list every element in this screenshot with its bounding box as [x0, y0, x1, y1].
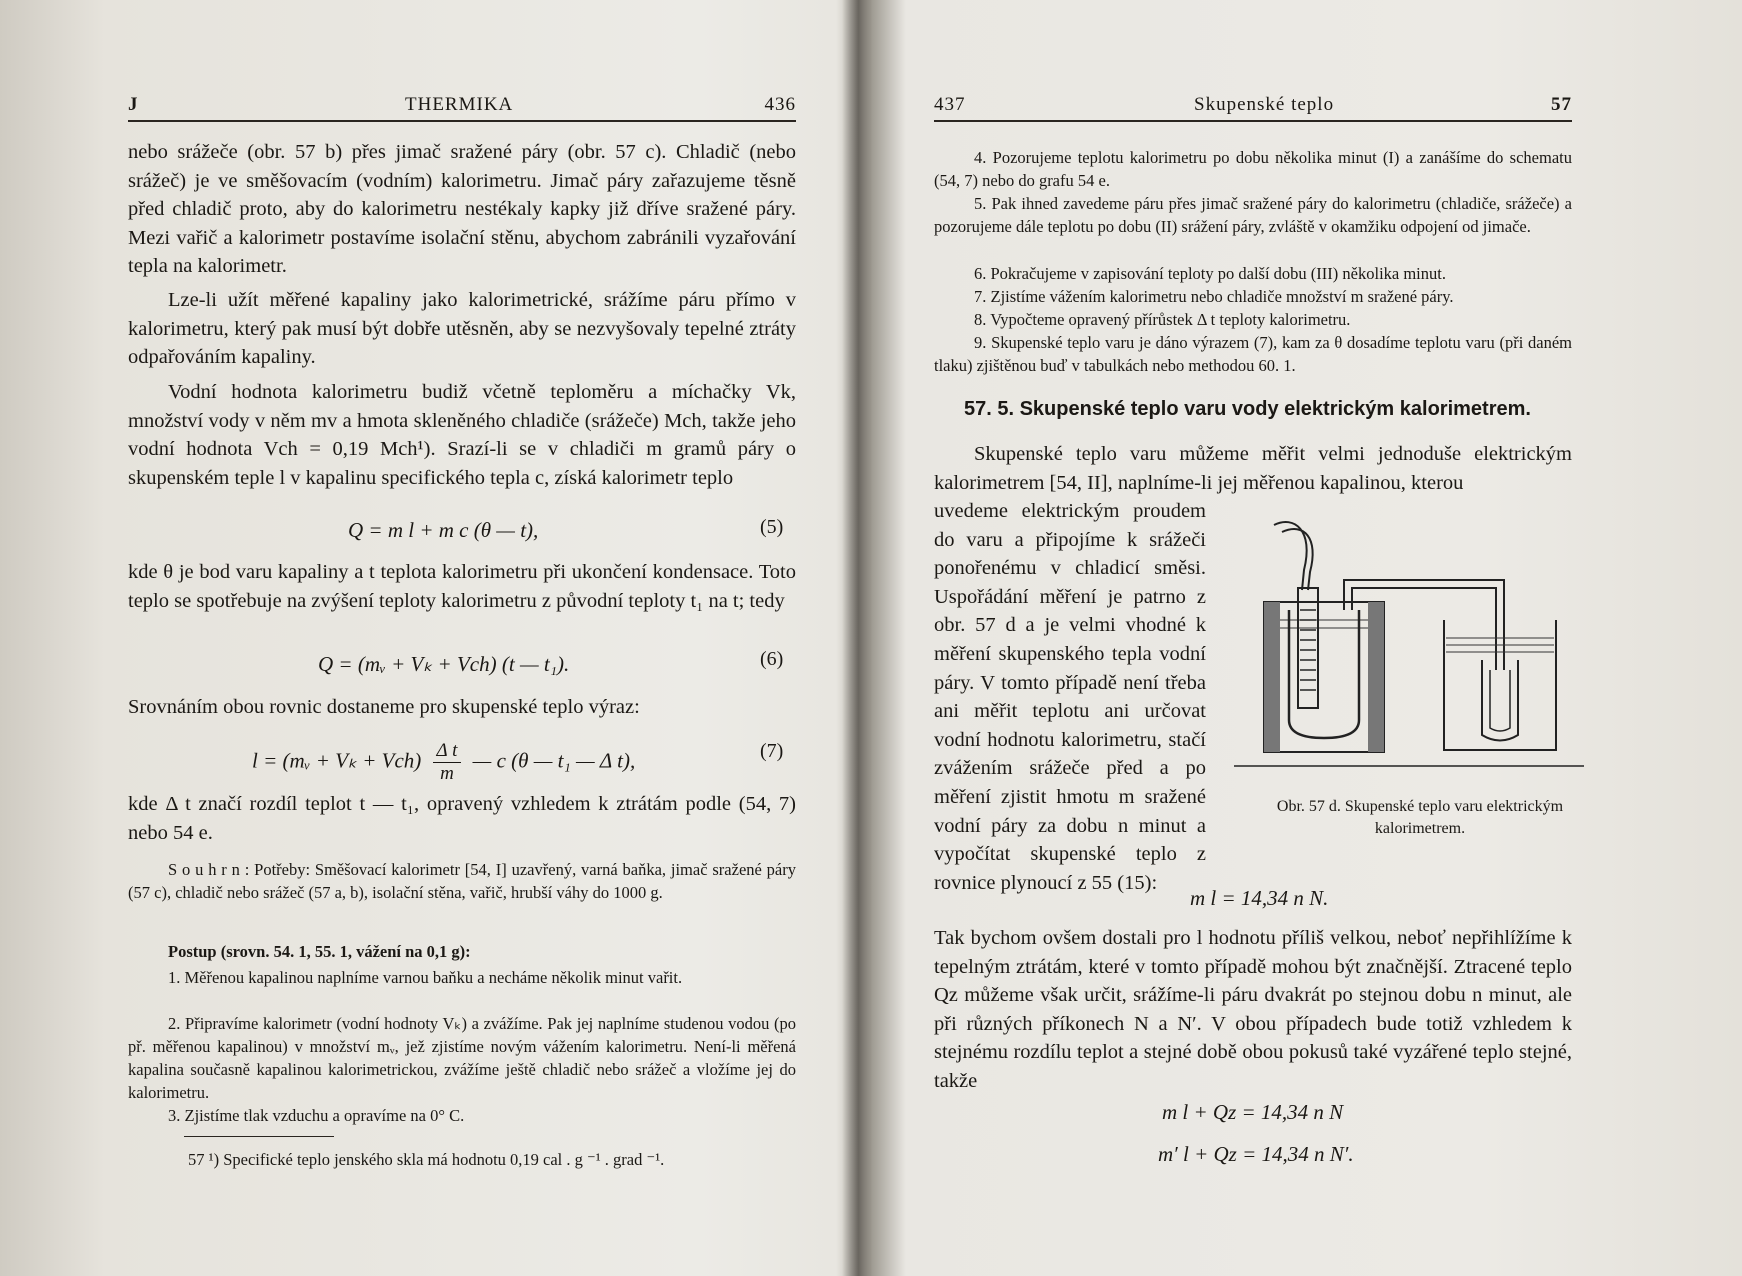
equation-number: (6)	[760, 648, 784, 670]
right-page	[872, 0, 1742, 1276]
header-title: Skupenské teplo	[1194, 94, 1335, 115]
procedure-step: 2. Připravíme kalorimetr (vodní hodnoty Vₖ) a zvážíme. Pak jej naplníme studenou vodou (po př. měřenou kapalinou) v množství mᵥ, jež zjistíme novým vážením kalorimetru. Není-li měřená kapalina současně kapalinou kalorimetrickou, zvážíme ještě chladič nebo srážeč a vložíme jej do kalorimetru.	[128, 1014, 796, 1102]
page-number: 436	[764, 94, 796, 115]
procedure-heading: Postup (srovn. 54. 1, 55. 1, vážení na 0,1 g):	[168, 942, 471, 961]
liquid-level	[1280, 620, 1368, 628]
equation-7-left: l = (mᵥ + Vₖ + Vch)	[252, 748, 422, 773]
calorimeter-outer	[1264, 602, 1384, 752]
equation-7	[252, 740, 635, 785]
equation-a: m l + Qz = 14,34 n N	[1162, 1100, 1344, 1124]
fraction-denominator: m	[440, 763, 454, 784]
condenser	[1490, 670, 1510, 731]
electric-calorimeter-figure	[1234, 510, 1584, 780]
book-gutter	[842, 0, 872, 1276]
procedure-step: 7. Zjistíme vážením kalorimetru nebo chladiče množství m sražené páry.	[974, 287, 1454, 306]
paragraph-wrapped: uvedeme elektrickým proudem do varu a připojíme k srážeči ponořenému v chladicí směsi. Uspořádání měření je patrno z obr. 57 d a je velmi vhodné k měření skupenského tepla vodní páry. V tomto případě není třeba ani měřit teplotu ani určovat vodní hodnotu kalorimetru, stačí zvážením srážeče před a po měření zjistit hmotu m sražené vodní páry za dobu n minut a vypočítat skupenské teplo z rovnice plynoucí z 55 (15):	[934, 500, 1206, 894]
equation-6: Q = (mᵥ + Vₖ + Vch) (t — t₁).	[318, 652, 570, 676]
inner-vessel	[1289, 610, 1359, 738]
paragraph: nebo srážeče (obr. 57 b) přes jimač sražené páry (obr. 57 c). Chladič (nebo srážeč) je ve směšovacím (vodním) kalorimetru. Jimač páry zařazujeme těsně před chladič proto, aby do kalorimetru nestékaly kapky již dříve sražené páry. Mezi vařič a kalorimetr postavíme isolační stěnu, abychom zabránili vyzařování tepla na kalorimetr.	[128, 141, 796, 278]
wire	[1274, 522, 1307, 590]
section-number: 57	[1551, 94, 1572, 115]
right-running-header	[934, 86, 1572, 122]
procedure-step: 3. Zjistíme tlak vzduchu a opravíme na 0° C.	[168, 1106, 465, 1125]
procedure-step: 6. Pokračujeme v zapisování teploty po další dobu (III) několika minut.	[974, 264, 1446, 283]
paragraph: Skupenské teplo varu můžeme měřit velmi jednoduše elektrickým kalorimetrem [54, II], naplníme-li jej měřenou kapalinou, kterou	[934, 443, 1572, 494]
chapter-letter: J	[128, 94, 139, 115]
equation-7-right: — c (θ — t₁ — Δ t),	[472, 748, 636, 773]
insulation	[1264, 602, 1280, 752]
footnote-rule	[184, 1136, 334, 1137]
equation-7-fraction	[433, 740, 462, 785]
header-title: THERMIKA	[405, 94, 514, 115]
paragraph: kde θ je bod varu kapaliny a t teplota kalorimetru při ukončení kondensace. Toto teplo se spotřebuje na zvýšení teploty kalorimetru z původní teploty t₁ na t; tedy	[128, 561, 796, 612]
heater-coil	[1300, 610, 1316, 690]
equation-5: Q = m l + m c (θ — t),	[348, 518, 539, 542]
summary-paragraph: S o u h r n : Potřeby: Směšovací kalorimetr [54, I] uzavřený, varná baňka, jimač sražené páry (57 c), chladič nebo srážeč (57 a, b), isolační stěna, vařič, hrubší váhy do 1000 g.	[128, 860, 796, 902]
paragraph: kde Δ t značí rozdíl teplot t — t₁, opravený vzhledem k ztrátám podle (54, 7) nebo 54 e.	[128, 793, 796, 844]
left-page	[0, 0, 842, 1276]
cooling-level	[1446, 638, 1554, 652]
footnote: 57 ¹) Specifické teplo jenského skla má hodnotu 0,19 cal . g ⁻¹ . grad ⁻¹.	[188, 1150, 665, 1169]
section-heading: 57. 5. Skupenské teplo varu vody elektrickým kalorimetrem.	[964, 398, 1531, 420]
equation-ml: m l = 14,34 n N.	[1190, 886, 1329, 910]
insulation	[1368, 602, 1384, 752]
procedure-step: 4. Pozorujeme teplotu kalorimetru po dobu několika minut (I) a zanášíme do schematu (54, 7) nebo do grafu 54 e.	[934, 148, 1572, 190]
procedure-step: 1. Měřenou kapalinou naplníme varnou baňku a necháme několik minut vařit.	[168, 968, 683, 987]
paragraph: Tak bychom ovšem dostali pro l hodnotu příliš velkou, neboť nepřihlížíme k tepelným ztrátám, které v tomto případě mohou být značnější. Ztracené teplo Qz můžeme však určit, srážíme-li páru dvakrát po stejnou dobu n minut, ale při různých příkonech N a N′. V obou případech bude totiž vzhledem k stejnému rozdílu teplot a stejné době obou pokusů také vyzářené teplo stejné, takže	[934, 927, 1572, 1092]
condenser	[1482, 660, 1518, 741]
procedure-step: 9. Skupenské teplo varu je dáno výrazem (7), kam za θ dosadíme teplotu varu (při daném tlaku) zjištěnou buď v tabulkách nebo methodou 60. 1.	[934, 333, 1572, 375]
fraction-numerator: Δ t	[433, 740, 462, 763]
equation-number: (5)	[760, 516, 784, 538]
wire	[1282, 529, 1313, 590]
equation-b: m′ l + Qz = 14,34 n N′.	[1158, 1142, 1354, 1166]
paragraph: Srovnáním obou rovnic dostaneme pro skupenské teplo výraz:	[128, 696, 640, 718]
left-running-header	[128, 86, 796, 122]
procedure-step: 8. Vypočteme opravený přírůstek Δ t teploty kalorimetru.	[974, 310, 1351, 329]
paragraph: Vodní hodnota kalorimetru budiž včetně teploměru a míchačky Vk, množství vody v něm mv a hmota skleněného chladiče (srážeče) Mch, takže jeho vodní hodnota Vch = 0,19 Mch¹). Srazí-li se v chladiči m gramů páry o skupenském teple l v kapalinu specifického tepla c, získá kalorimetr teplo	[128, 381, 796, 489]
procedure-step: 5. Pak ihned zavedeme páru přes jimač sražené páry do kalorimetru (chladiče, srážeče) a pozorujeme dále teplotu po dobu (II) srážení páry, zvláště v okamžiku odpojení od jimače.	[934, 194, 1572, 236]
equation-number: (7)	[760, 740, 784, 762]
paragraph: Lze-li užít měřené kapaliny jako kalorimetrické, srážíme páru přímo v kalorimetru, který pak musí být dobře utěsněn, aby se nezvyšovaly tepelné ztráty odpařováním kapaliny.	[128, 289, 796, 369]
figure-caption: Obr. 57 d. Skupenské teplo varu elektrickým kalorimetrem.	[1276, 798, 1564, 837]
page-number: 437	[934, 94, 966, 115]
